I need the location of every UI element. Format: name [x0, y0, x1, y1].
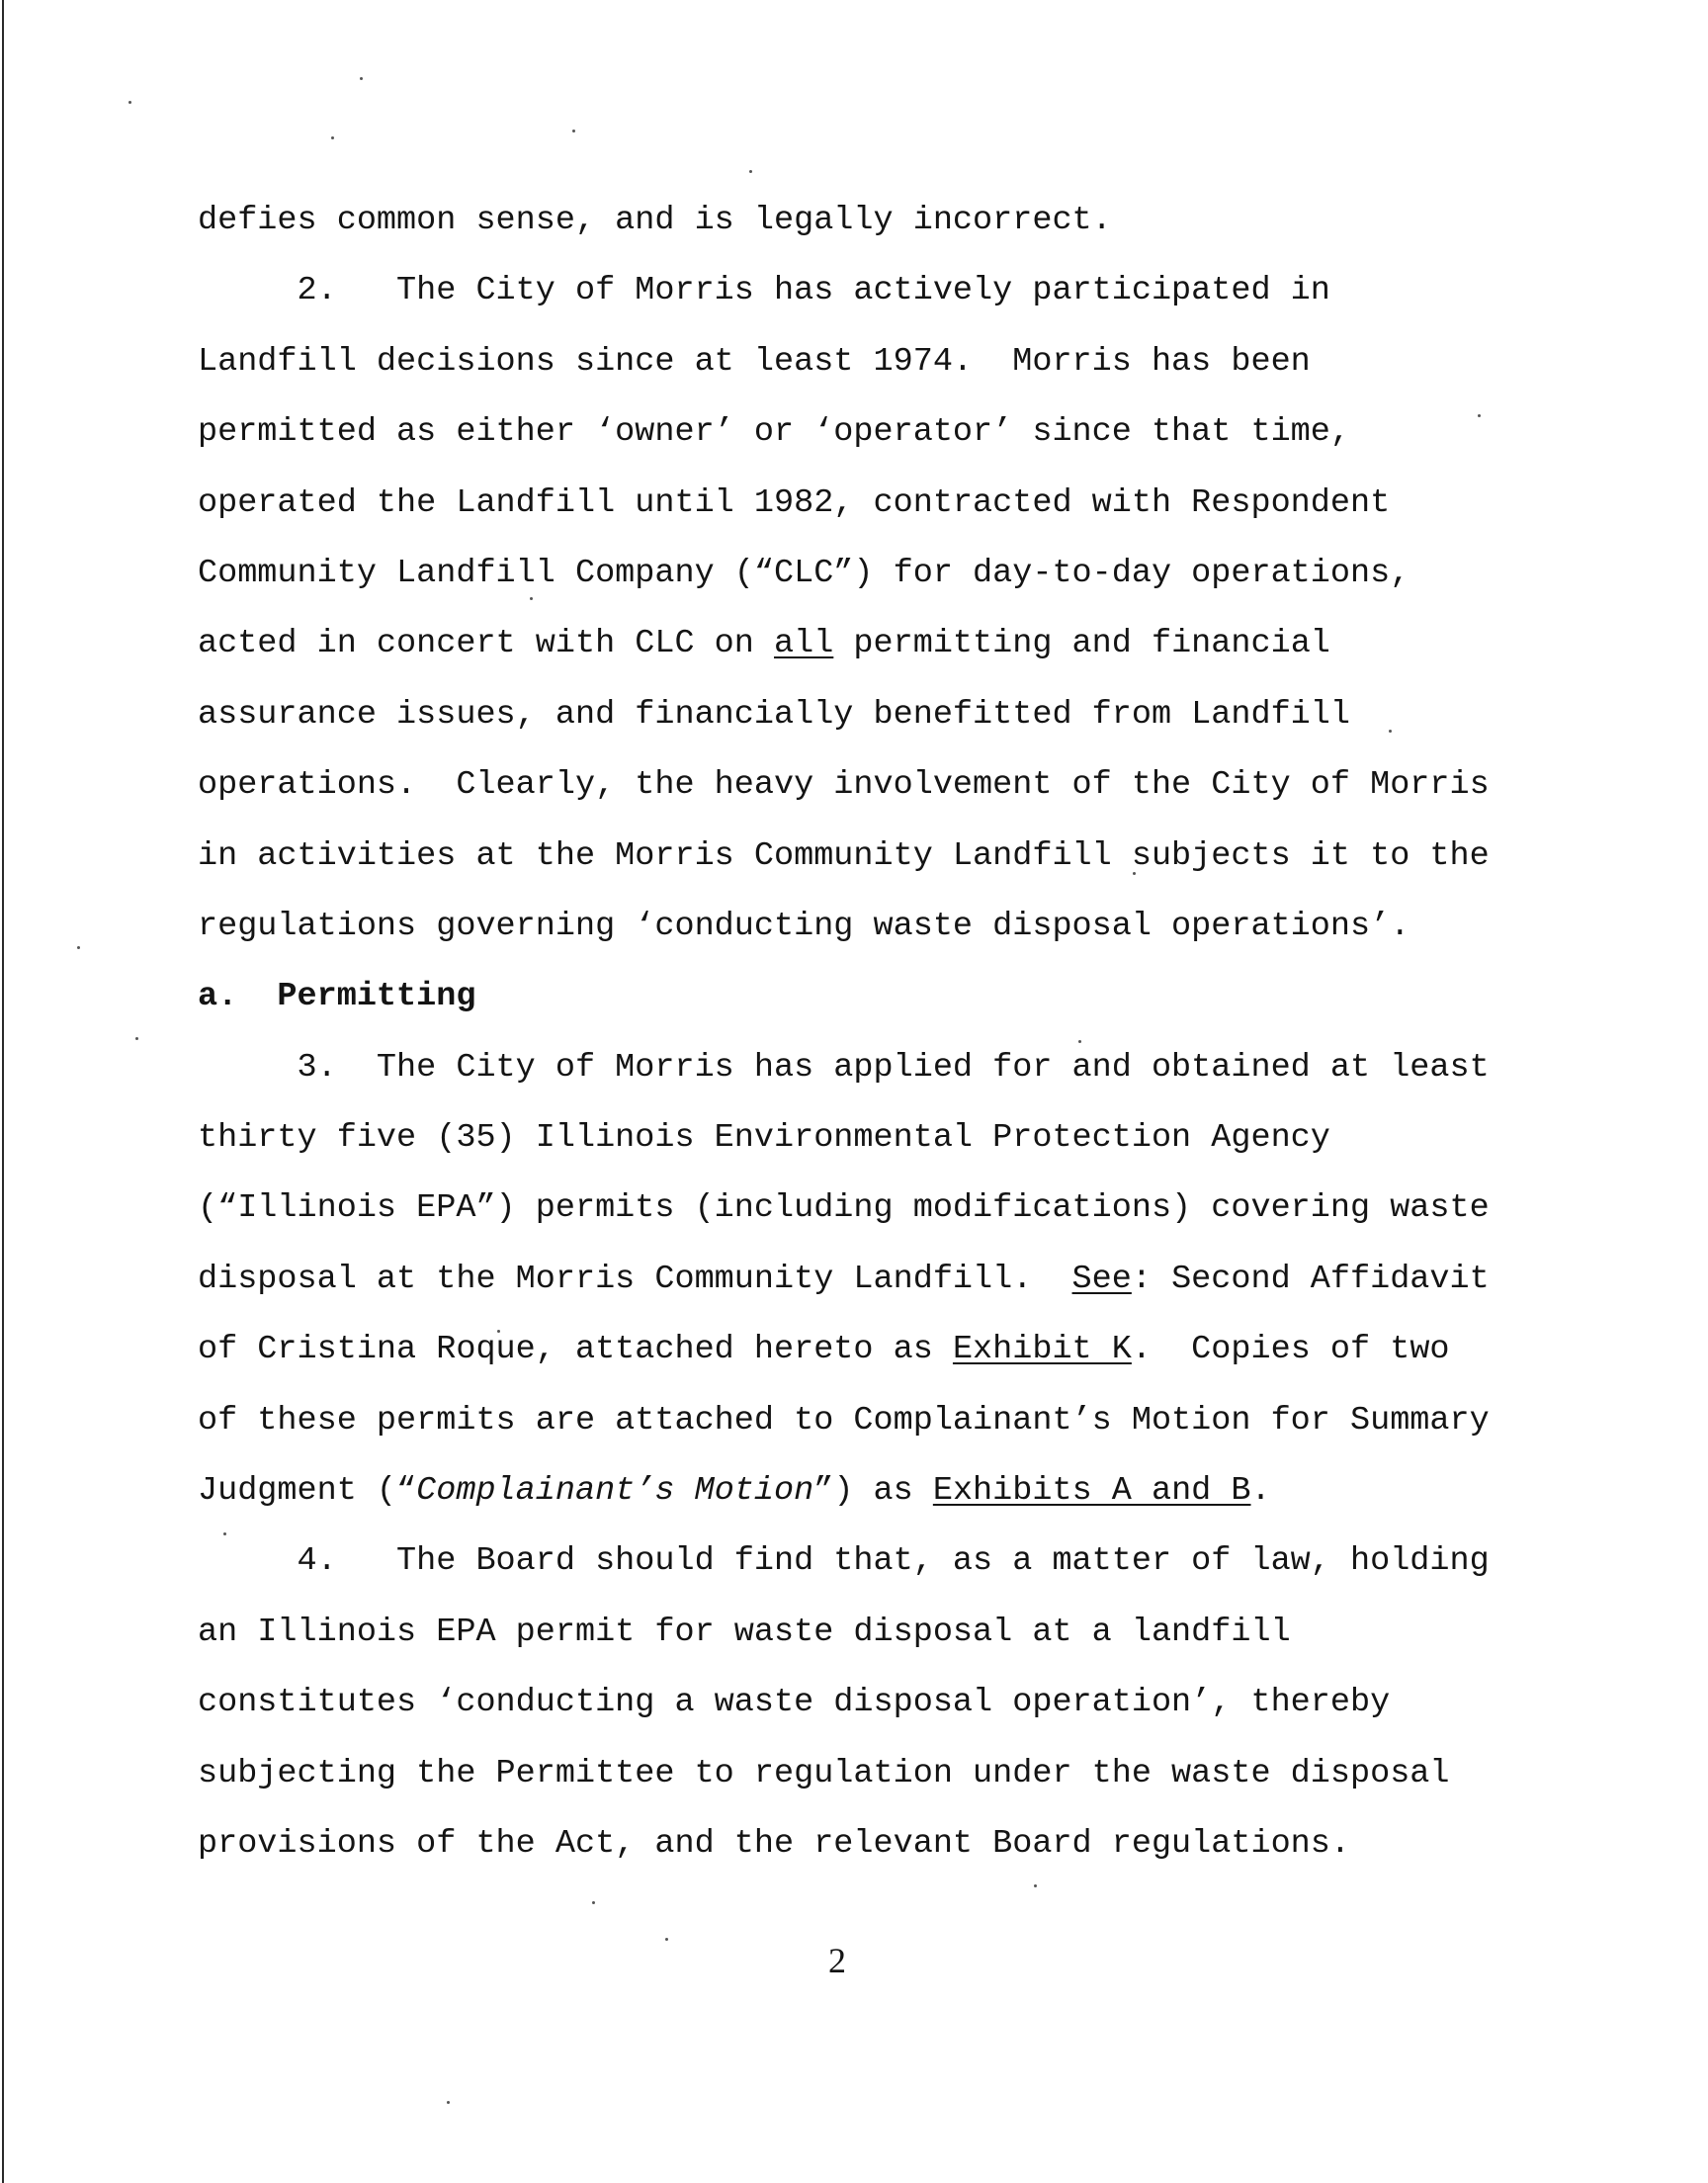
text-segment: acted in concert with CLC on [198, 625, 774, 663]
text-line: regulations governing ‘conducting waste disposal operations’. [198, 907, 1410, 945]
text-line: of these permits are attached to Complainant’s Motion for Summary [198, 1401, 1490, 1440]
text-line: subjecting the Permittee to regulation under the waste disposal [198, 1754, 1450, 1792]
scan-speck [331, 136, 334, 139]
scan-speck [572, 130, 575, 132]
text-line: constitutes ‘conducting a waste disposal operation’, thereby [198, 1684, 1391, 1722]
scan-edge-line [2, 0, 4, 2183]
page-number: 2 [828, 1941, 846, 1980]
exhibit-reference: Exhibits A and B [932, 1472, 1251, 1511]
text-line: thirty five (35) Illinois Environmental Protection Agency [198, 1119, 1330, 1158]
text-segment: permitting and financial [833, 625, 1330, 663]
scan-speck [447, 2101, 450, 2104]
text-line [198, 1245, 1581, 1315]
scan-speck [360, 77, 363, 80]
scan-speck [592, 1901, 595, 1904]
scan-speck [77, 946, 80, 949]
paragraph-3-first-line: 3. The City of Morris has applied for and obtained at least [297, 1048, 1490, 1087]
scan-speck [135, 1037, 138, 1040]
text-line: Community Landfill Company (“CLC”) for day-to-day operations, [198, 554, 1410, 592]
text-line: operations. Clearly, the heavy involvement of the City of Morris [198, 766, 1490, 805]
scan-speck [128, 101, 131, 104]
paragraph-2-first-line: 2. The City of Morris has actively participated in [297, 272, 1330, 310]
text-segment: : Second Affidavit [1131, 1260, 1490, 1298]
text-segment: of Cristina Roque, attached hereto as [198, 1331, 953, 1369]
scan-speck [749, 170, 752, 173]
text-line: an Illinois EPA permit for waste disposal at a landfill [198, 1613, 1291, 1651]
text-line: Landfill decisions since at least 1974. Morris has been [198, 342, 1311, 381]
scan-speck [1034, 1884, 1037, 1887]
text-line: in activities at the Morris Community Landfill subjects it to the [198, 836, 1490, 875]
text-segment: disposal at the Morris Community Landfill. [198, 1260, 1072, 1298]
section-heading: a. Permitting [198, 978, 476, 1016]
text-line: (“Illinois EPA”) permits (including modifications) covering waste [198, 1189, 1490, 1228]
text-segment: Judgment (“ [198, 1472, 417, 1511]
scan-speck [665, 1938, 668, 1941]
underlined-term: all [774, 625, 834, 663]
document-body [198, 186, 1581, 1879]
text-segment: ”) as [813, 1472, 933, 1511]
italic-term: Complainant’s Motion [416, 1472, 814, 1511]
text-segment: . [1250, 1472, 1271, 1511]
text-line: operated the Landfill until 1982, contracted with Respondent [198, 483, 1391, 522]
exhibit-reference: Exhibit K [952, 1331, 1132, 1369]
underlined-term: See [1071, 1260, 1132, 1298]
text-segment: . Copies of two [1131, 1331, 1450, 1369]
text-line [198, 1456, 1581, 1527]
text-line: provisions of the Act, and the relevant Board regulations. [198, 1824, 1350, 1863]
paragraph-4-first-line: 4. The Board should find that, as a matter of law, holding [297, 1542, 1490, 1581]
text-line [198, 609, 1581, 679]
text-line: assurance issues, and financially benefitted from Landfill [198, 695, 1350, 734]
text-line: permitted as either ‘owner’ or ‘operator’ since that time, [198, 413, 1350, 452]
text-line [198, 1315, 1581, 1385]
text-line: defies common sense, and is legally incorrect. [198, 202, 1112, 239]
